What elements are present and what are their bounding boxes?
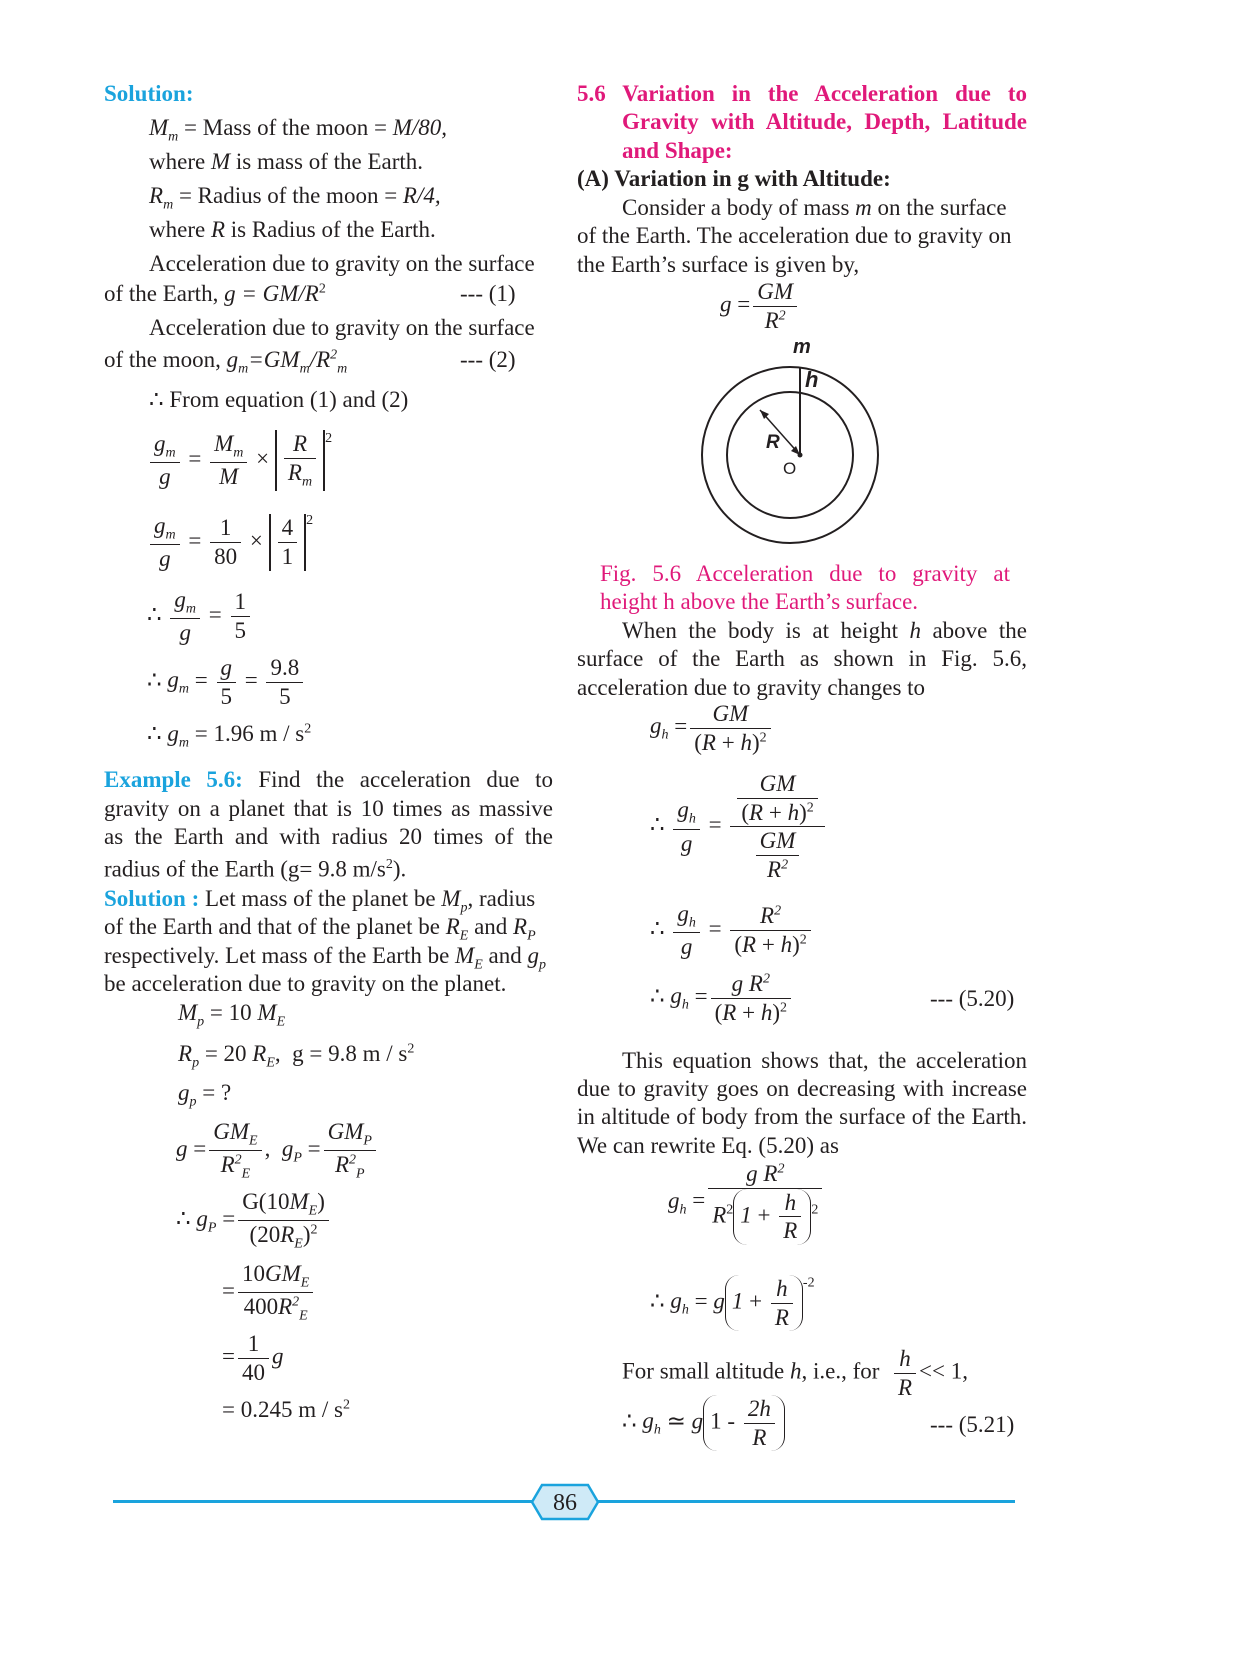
earth-altitude-diagram (690, 335, 890, 560)
example-line-2: gravity on a planet that is 10 times as massive (104, 796, 553, 821)
definition-earth-radius: where R is Radius of the Earth. (149, 217, 436, 242)
gp-final-result: = 0.245 m / $s^2$ (222, 1397, 350, 1422)
equation-tag-1: --- (1) (460, 281, 516, 306)
para3-line-4: We can rewrite Eq. (5.20) as (577, 1133, 839, 1158)
para2-line-2: surface of the Earth as shown in Fig. 5.6, (577, 646, 1027, 671)
definition-moon-mass: $M_m$ = Mass of the moon = M/80, (149, 115, 448, 145)
gm-equation: ∴ $g_m$ = $\frac{g}{5}$ = $\frac{9.8}{5}$ (147, 654, 306, 710)
label-O: O (783, 459, 797, 478)
solution-2-line-4: be acceleration due to gravity on the planet. (104, 971, 507, 996)
definition-earth-mass: where M is mass of the Earth. (149, 149, 424, 174)
gh-ratio-simplified: ∴ $\frac{g_h}{g}$ = $\frac{R^2}{(R + h)^2}$ (650, 900, 814, 961)
ratio-equation-1: $\frac{g_m}{g}$ = $\frac{M_m}{M}$ × $\frac{R}{R_m}$ $^2$ (147, 430, 332, 491)
g-surface-formula: g = $\frac{GM}{R^2}$ (720, 278, 800, 334)
example-line-4: radius of the Earth (g= 9.8 $m/s^2$). (104, 856, 407, 882)
equation-tag-2: --- (2) (460, 347, 516, 372)
g-gp-formulas: g = $\frac{GM_E}{R^2_E}$ , $g_P$ = $\frac{GM_P}{R^2_P}$ (176, 1118, 379, 1184)
solution-2-line-1: Solution : Let mass of the planet be $M_p$, radius (104, 886, 536, 916)
gh-equation-5-20: ∴ $g_h$ = $\frac{g R^2}{(R + h)^2}$ (650, 970, 794, 1026)
para3-line-3: in altitude of body from the surface of the Earth. (577, 1104, 1027, 1129)
mp-equation: $M_p = 10$ $M_E$ (178, 1000, 286, 1030)
center-point (798, 453, 803, 458)
gh-ratio-compound: ∴ $\frac{g_h}{g}$ = $\frac{\frac{GM}{(R + h)^2}}{\frac{GM}{R^2}}$ (650, 770, 828, 883)
gh-power-form: ∴ $g_h = g$ 1 + $\frac{h}{R}$ $^{-2}$ (650, 1275, 815, 1330)
gm-result: ∴ $g_m = 1.96$ m / $s^2$ (147, 721, 312, 751)
ratio-equation-3: ∴ $\frac{g_m}{g}$ = $\frac{1}{5}$ (147, 586, 253, 647)
solution-heading: Solution: (104, 81, 194, 106)
para2-line-1: When the body is at height h above the (622, 618, 1027, 643)
para1-line-3: the Earth’s surface is given by, (577, 252, 860, 277)
figure-caption-line-2: height h above the Earth’s surface. (600, 589, 919, 614)
acc-moon-line2: of the moon, $g_m=GM_m/R^2_m$ (104, 347, 348, 377)
label-R: R (766, 432, 780, 453)
section-title-line-3: and Shape: (622, 138, 733, 163)
section-title-line-1: 5.6 Variation in the Acceleration due to (577, 81, 1027, 106)
from-equations-text: ∴ From equation (1) and (2) (149, 387, 409, 412)
label-m: m (793, 336, 811, 358)
ratio-equation-2: $\frac{g_m}{g}$ = $\frac{1}{80}$ × $\frac{4}{1}$ $^2$ (147, 512, 313, 573)
para2-line-3: acceleration due to gravity changes to (577, 675, 926, 700)
gh-formula: $g_h$ = $\frac{GM}{(R + h)^2}$ (650, 700, 774, 756)
solution-2-line-2: of the Earth and that of the planet be $R_E$ and $R_P$ (104, 914, 536, 944)
para1-line-2: of the Earth. The acceleration due to gravity on (577, 223, 1012, 248)
example-line-3: as the Earth and with radius 20 times of the (104, 824, 553, 849)
equation-tag-5-20: --- (5.20) (930, 986, 1015, 1011)
acc-earth-line2: of the Earth, $g = GM/R^2$ (104, 281, 326, 306)
section-title-line-2: Gravity with Altitude, Depth, Latitude (622, 109, 1027, 134)
label-h: h (805, 367, 819, 392)
example-5-6: Example 5.6: Find the acceleration due to (104, 767, 553, 792)
solution-2-line-3: respectively. Let mass of the Earth be $M_E$ and $g_p$ (104, 943, 546, 973)
gp-simplified: = $\frac{10GM_E}{400R^2_E}$ (222, 1260, 316, 1326)
outer-orbit-circle (702, 367, 878, 543)
earth-circle (727, 392, 853, 518)
gp-fraction-g: = $\frac{1}{40}$ g (222, 1331, 284, 1385)
para3-line-1: This equation shows that, the acceleration (622, 1048, 1027, 1073)
gp-substitution: ∴ $g_P$ = $\frac{G(10M_E)}{(20R_E)^2}$ (176, 1188, 332, 1254)
subheading-altitude: (A) Variation in g with Altitude: (577, 166, 891, 191)
gh-rewritten: $g_h$ = g $R^2$ $R^2$ 1 + $\frac{h}{R}$ $^2$ (668, 1160, 825, 1245)
figure-caption-line-1: Fig. 5.6 Acceleration due to gravity at (600, 561, 1010, 586)
acc-earth-line1: Acceleration due to gravity on the surface (149, 251, 535, 276)
gp-unknown: $g_p$ = ? (178, 1080, 232, 1110)
definition-moon-radius: $R_m$ = Radius of the moon = R/4, (149, 183, 441, 213)
rp-equation: $R_p = 20$ $R_E$, g = 9.8 m / $s^2$ (178, 1041, 415, 1071)
small-altitude-condition: For small altitude h, i.e., for $\frac{h}{R}$ << 1, (622, 1346, 968, 1400)
equation-tag-5-21: --- (5.21) (930, 1412, 1015, 1437)
gh-approximation: ∴ $g_h$ ≃ g 1 - $\frac{2h}{R}$ (622, 1395, 785, 1451)
para3-line-2: due to gravity goes on decreasing with increase (577, 1076, 1027, 1101)
acc-moon-line1: Acceleration due to gravity on the surface (149, 315, 535, 340)
para1-line-1: Consider a body of mass m on the surface (622, 195, 1007, 220)
page-number: 86 (553, 1490, 577, 1516)
